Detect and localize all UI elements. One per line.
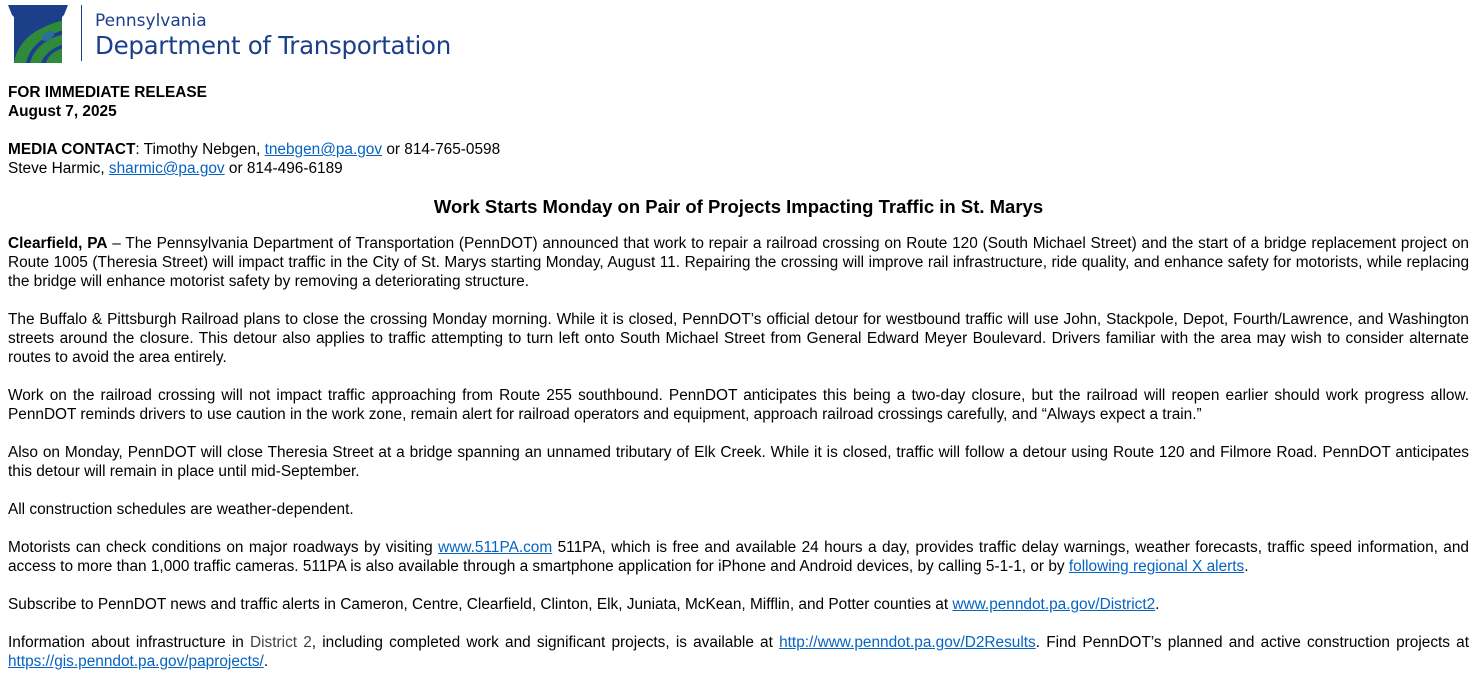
release-date: August 7, 2025 <box>8 103 117 120</box>
511pa-link[interactable]: www.511PA.com <box>438 539 553 556</box>
d2-results-link[interactable]: http://www.penndot.pa.gov/D2Results <box>779 634 1036 651</box>
release-headline: Work Starts Monday on Pair of Projects Impacting Traffic in St. Marys <box>433 196 1044 217</box>
media-contact-line-2 <box>8 159 1469 178</box>
district-2-text: District 2 <box>250 634 312 651</box>
contact-2-prefix: Steve Harmic, <box>8 160 109 177</box>
paragraph-6-middle: 511PA, which is free and available 24 hours a day, provides traffic delay warnings, weather forecasts, traffic speed information, and access to more than 1,000 traffic cameras. 511PA is also available through a smartphone application for iPhone and Android devices, by calling 5-1-1, or by <box>8 539 1469 575</box>
paragraph-8-suffix: . <box>263 653 269 670</box>
paragraph-8-prefix: Information about infrastructure in <box>8 634 251 651</box>
logo-line-state: Pennsylvania <box>95 11 207 31</box>
media-contact-line-1 <box>8 140 1469 159</box>
logo-divider <box>81 5 82 61</box>
release-label: FOR IMMEDIATE RELEASE <box>8 84 207 101</box>
paragraph-8-middle-1: , including completed work and significant projects, is available at <box>311 634 780 651</box>
contact-1-prefix: : Timothy Nebgen, <box>135 141 265 158</box>
paragraph-2: The Buffalo & Pittsburgh Railroad plans to close the crossing Monday morning. While it is closed, PennDOT’s official detour for westbound traffic will use John, Stackpole, Depot, Fourth/Lawrence, and Washington streets around the closure. This detour also applies to traffic attempting to turn left onto South Michael Street from General Edward Meyer Boulevard. Drivers familiar with the area may wish to consider alternate routes to avoid the area entirely. <box>8 311 1469 366</box>
paragraph-1 <box>8 234 1469 291</box>
penndot-header <box>8 5 451 65</box>
paragraph-1-text: – The Pennsylvania Department of Transportation (PennDOT) announced that work to repair a railroad crossing on Route 120 (South Michael Street) and the start of a bridge replacement project on Route 1005 (Theresia Street) will impact traffic in the City of St. Marys starting Monday, August 11. Repairing the crossing will improve rail infrastructure, ride quality, and enhance safety for motorists, while replacing the bridge will enhance motorist safety by removing a deteriorating structure. <box>8 235 1469 290</box>
paragraph-3: Work on the railroad crossing will not impact traffic approaching from Route 255 southbound. PennDOT anticipates this being a two-day closure, but the railroad will reopen earlier should work progress allow. PennDOT reminds drivers to use caution in the work zone, remain alert for railroad operators and equipment, approach railroad crossings carefully, and “Always expect a train.” <box>8 387 1469 423</box>
paragraph-7-prefix: Subscribe to PennDOT news and traffic alerts in Cameron, Centre, Clearfield, Clinton, Elk, Juniata, McKean, Mifflin, and Potter counties at <box>8 596 953 613</box>
paragraph-6 <box>8 538 1469 576</box>
contact-2-email-link[interactable]: sharmic@pa.gov <box>108 160 225 177</box>
dateline: Clearfield, PA <box>8 235 108 252</box>
logo-line-department: Department of Transportation <box>95 31 451 60</box>
contact-1-suffix: or 814-765-0598 <box>382 141 501 158</box>
release-content <box>8 83 1469 682</box>
paragraph-7 <box>8 595 1469 614</box>
paragraph-6-suffix: . <box>1244 558 1249 575</box>
contact-1-email-link[interactable]: tnebgen@pa.gov <box>264 141 383 158</box>
paragraph-7-suffix: . <box>1155 596 1160 613</box>
penndot-keystone-logo-icon <box>8 5 68 63</box>
contact-2-suffix: or 814-496-6189 <box>224 160 343 177</box>
paprojects-link[interactable]: https://gis.penndot.pa.gov/paprojects/ <box>8 653 264 670</box>
media-contact-label: MEDIA CONTACT <box>8 141 136 158</box>
paragraph-8 <box>8 633 1469 671</box>
regional-x-alerts-link[interactable]: following regional X alerts <box>1068 558 1245 575</box>
paragraph-4: Also on Monday, PennDOT will close Theresia Street at a bridge spanning an unnamed tributary of Elk Creek. While it is closed, traffic will follow a detour using Route 120 and Filmore Road. PennDOT anticipates this detour will remain in place until mid-September. <box>8 444 1469 480</box>
paragraph-5: All construction schedules are weather-dependent. <box>8 501 354 518</box>
paragraph-6-prefix: Motorists can check conditions on major roadways by visiting <box>8 539 439 556</box>
logo-wordmark <box>95 5 451 60</box>
district2-link[interactable]: www.penndot.pa.gov/District2 <box>952 596 1156 613</box>
paragraph-8-middle-2: . Find PennDOT’s planned and active construction projects at <box>1035 634 1470 651</box>
